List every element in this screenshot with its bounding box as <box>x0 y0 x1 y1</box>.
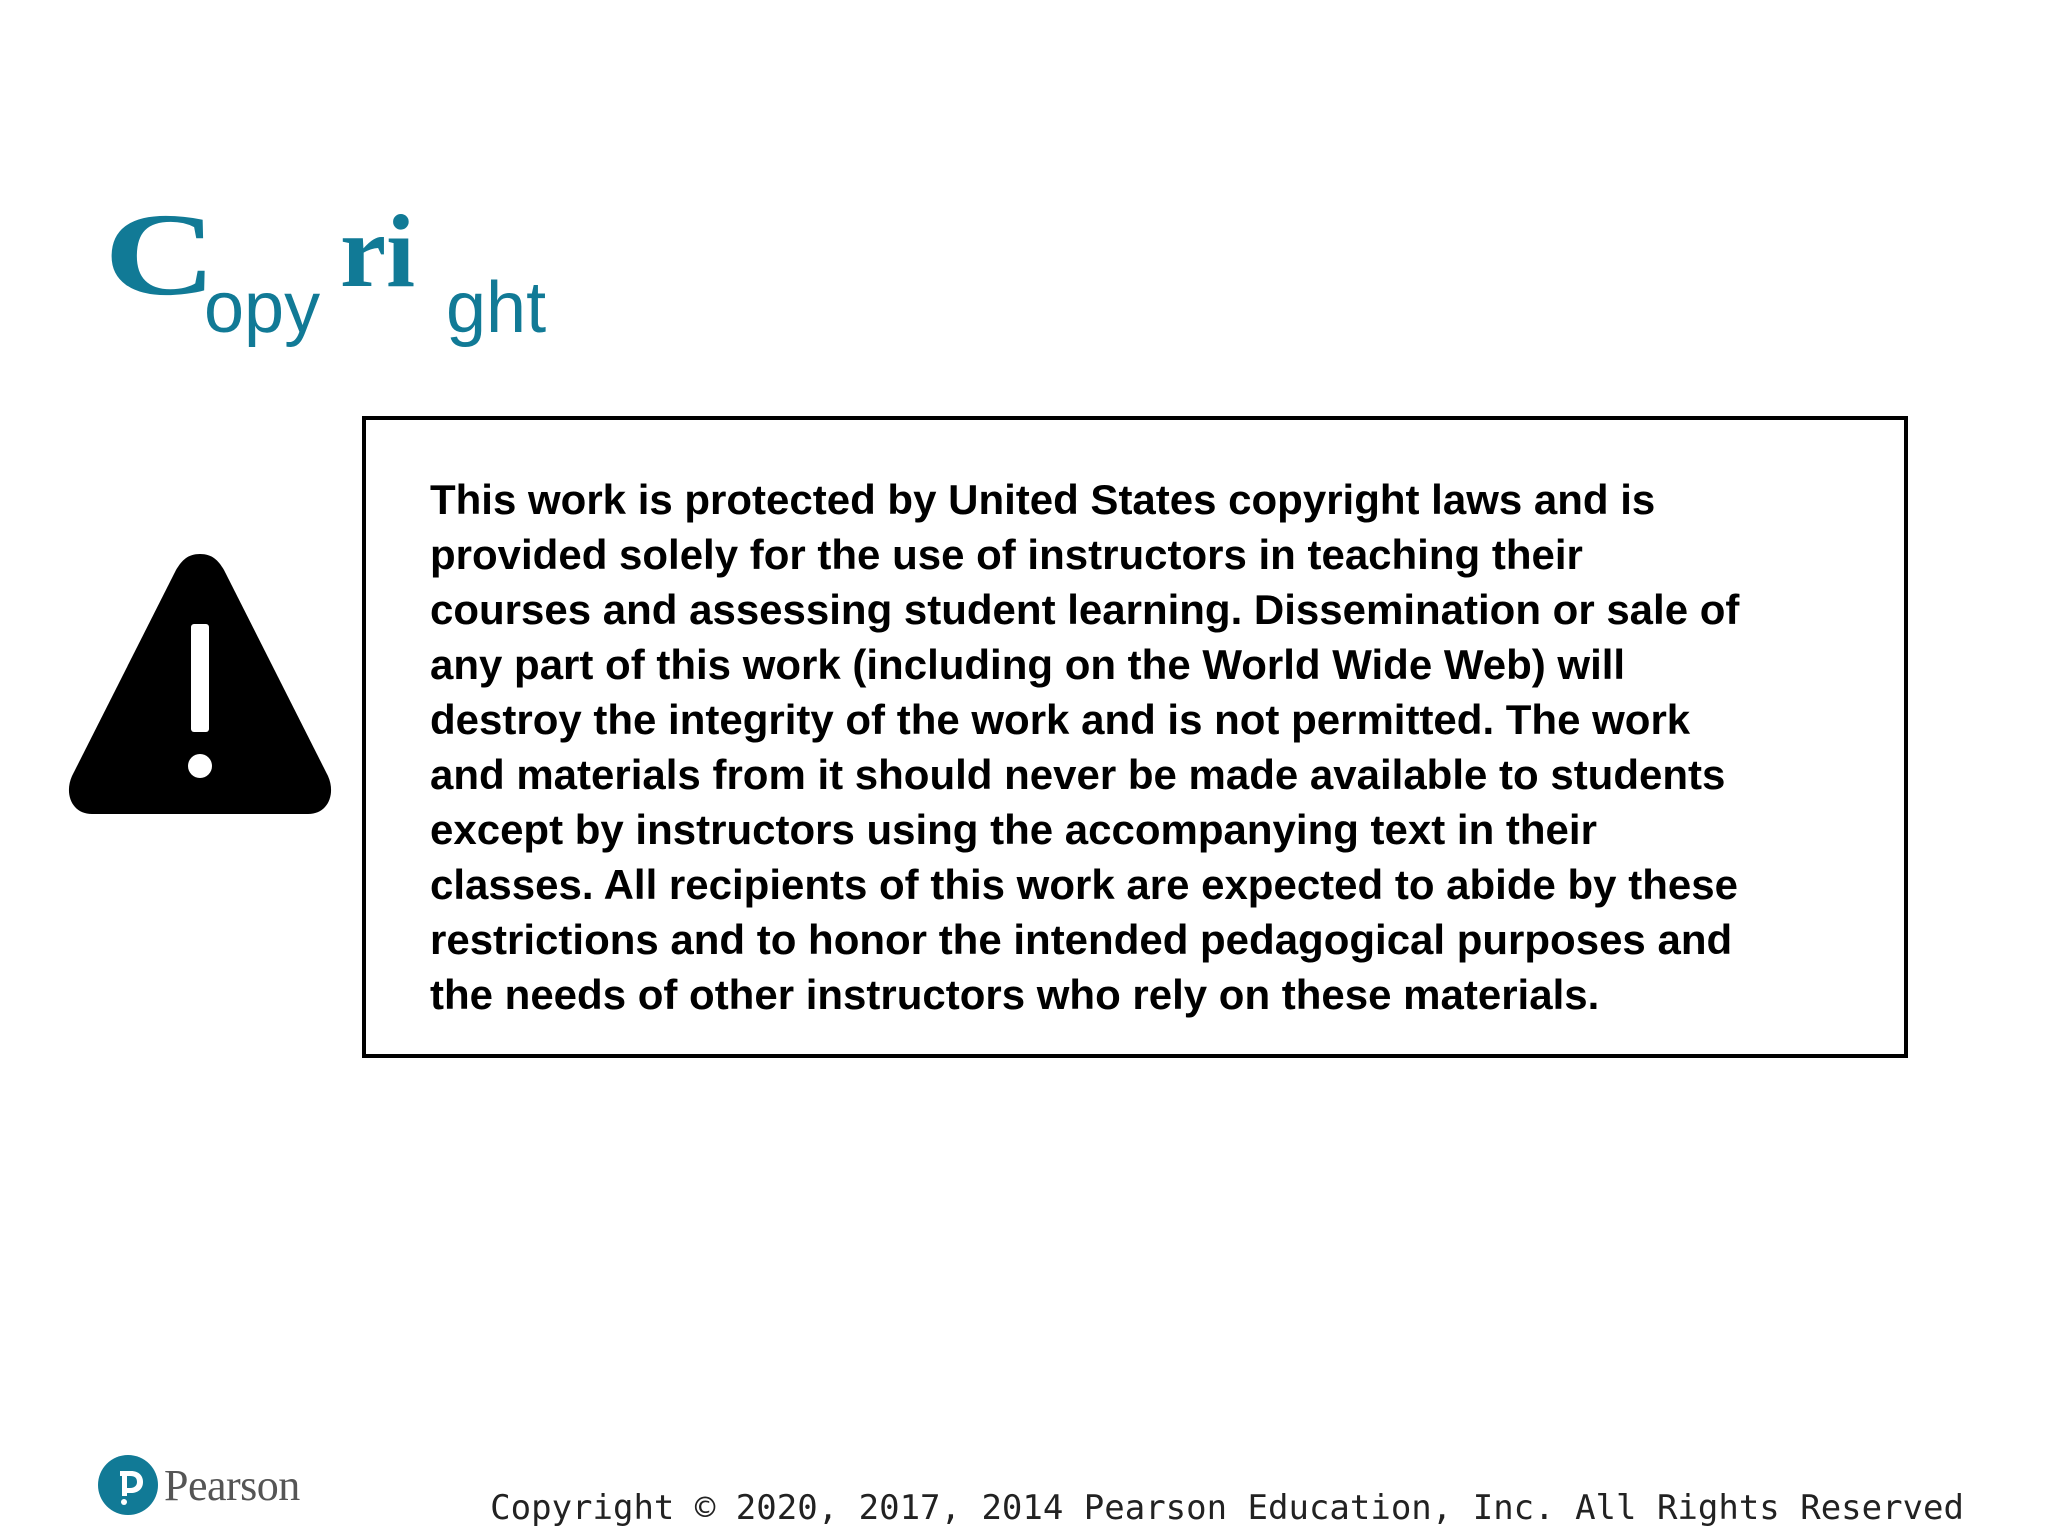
footer-copyright: Copyright © 2020, 2017, 2014 Pearson Education, Inc. All Rights Reserved <box>490 1488 1964 1528</box>
warning-icon <box>64 548 336 820</box>
pearson-p-icon <box>98 1455 158 1515</box>
title-part-ri: ri <box>340 194 416 309</box>
pearson-wordmark: Pearson <box>164 1460 300 1510</box>
notice-line: This work is protected by United States copyright laws and is <box>430 476 1656 523</box>
title-letter-c: C <box>104 189 217 320</box>
title-part-opy: opy <box>204 268 321 348</box>
notice-line: destroy the integrity of the work and is not permitted. The work <box>430 696 1691 743</box>
notice-line: provided solely for the use of instructors in teaching their <box>430 531 1583 578</box>
copyright-notice-text <box>430 472 1890 1022</box>
slide-title <box>104 189 624 366</box>
notice-line: except by instructors using the accompanying text in their <box>430 806 1597 853</box>
pearson-logo <box>98 1452 300 1518</box>
notice-line: and materials from it should never be made available to students <box>430 751 1726 798</box>
notice-line: any part of this work (including on the World Wide Web) will <box>430 641 1626 688</box>
title-part-ght: ght <box>446 268 547 348</box>
notice-line: restrictions and to honor the intended pedagogical purposes and <box>430 916 1733 963</box>
copyright-notice-box <box>362 416 1908 1058</box>
notice-line: the needs of other instructors who rely on these materials. <box>430 971 1600 1018</box>
notice-line: courses and assessing student learning. Dissemination or sale of <box>430 586 1740 633</box>
warning-triangle-svg <box>64 548 336 820</box>
notice-line: classes. All recipients of this work are expected to abide by these <box>430 861 1738 908</box>
